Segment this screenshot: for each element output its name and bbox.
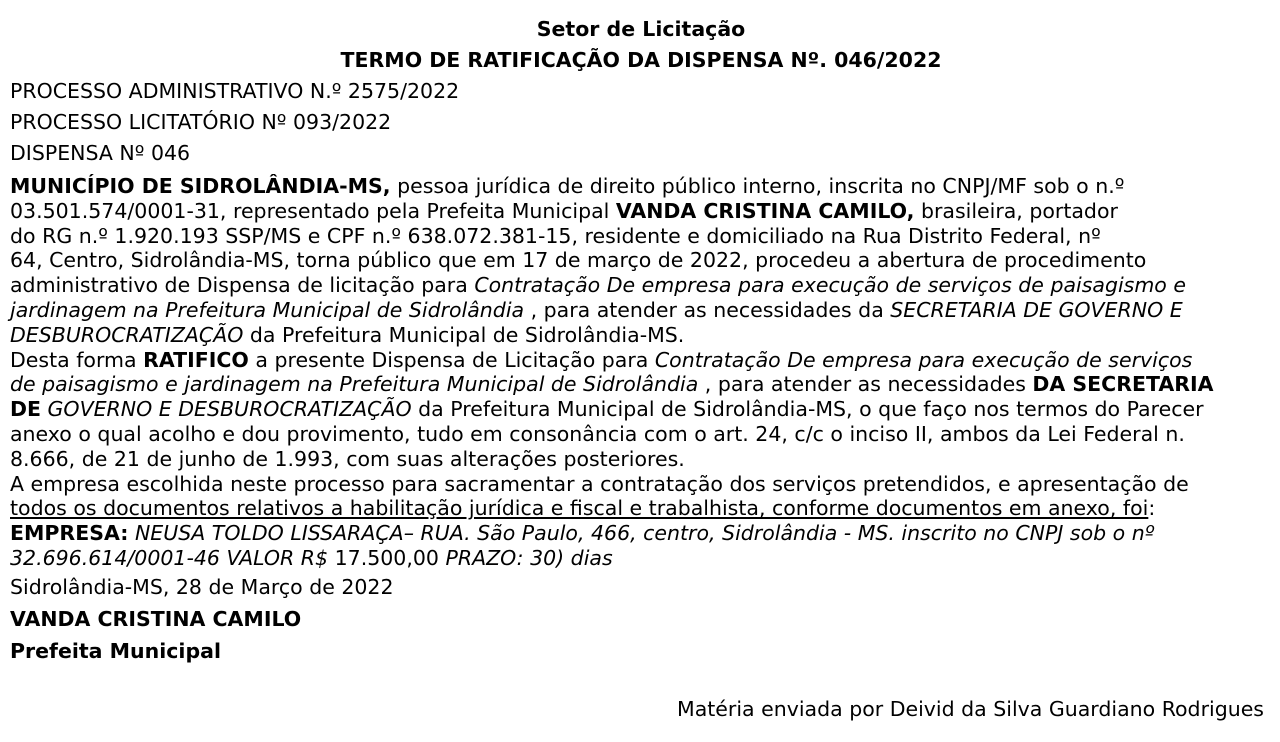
p2-l1-text: Desta forma [10,347,144,372]
company-cnpj: 32.696.614/0001-46 VALOR R$ [10,545,335,570]
process-licit-line: PROCESSO LICITATÓRIO Nº 093/2022 [10,110,392,134]
paragraph-company-intro [10,472,1272,522]
ratifico-word: RATIFICO [143,347,249,372]
p1-l5-italic: Contratação De empresa para execução de serviços de paisagismo e [474,273,1186,298]
p1-l1-text: pessoa jurídica de direito público interno, inscrita no CNPJ/MF sob o n.º [390,174,1125,198]
p1-line-7 [10,323,1272,348]
p2-l2-text: , para atender as necessidades [698,372,1033,397]
company-line-1 [10,521,1272,546]
company-block [10,521,1272,571]
signatory-role [10,635,1272,667]
p2-l2-bold: DA SECRETARIA [1032,372,1214,397]
p1-l2-text-b: brasileira, portador [914,198,1118,223]
company-line-2 [10,546,1272,571]
paragraph-municipality [10,174,1272,348]
p2-l3-bold: DE [10,397,42,422]
signatory-role-text: Prefeita Municipal [10,638,221,663]
submitted-by-footer: Matéria enviada por Deivid da Silva Guardiano Rodrigues [677,697,1264,721]
p2-line-5: 8.666, de 21 de junho de 1.993, com suas alterações posteriores. [10,446,685,471]
p1-line-4: 64, Centro, Sidrolândia-MS, torna público que em 17 de março de 2022, procedeu a abertura de procedimento [10,248,1147,273]
p2-l1-text-b: a presente Dispensa de Licitação para [248,347,655,372]
p1-line-3: do RG n.º 1.920.193 SSP/MS e CPF n.º 638.072.381-15, residente e domiciliado na Rua Distrito Federal, nº [10,223,1101,248]
municipality-name: MUNICÍPIO DE SIDROLÂNDIA-MS, [10,174,391,198]
company-details: NEUSA TOLDO LISSARAÇA– RUA. São Paulo, 466, centro, Sidrolândia - MS. inscrito no CNPJ sob o nº [128,521,1155,546]
p1-l7-text: da Prefeitura Municipal de Sidrolândia-MS. [243,322,685,347]
p2-line-3 [10,397,1272,422]
p2-line-4: anexo o qual acolho e dou provimento, tudo em consonância com o art. 24, c/c o inciso II, ambos da Lei Federal n. [10,421,1185,446]
company-value: 17.500,00 [334,545,439,570]
p1-l6-italic2: SECRETARIA DE GOVERNO E [890,297,1183,322]
p1-l6-text: , para atender as necessidades da [524,297,891,322]
p1-l6-italic: jardinagem na Prefeitura Municipal de Sidrolândia [10,297,525,322]
p1-line-2 [10,199,1272,224]
date-line: Sidrolândia-MS, 28 de Março de 2022 [10,574,394,599]
dispensa-line: DISPENSA Nº 046 [10,141,191,165]
mayor-name: VANDA CRISTINA CAMILO, [615,198,915,223]
paragraph-ratification [10,348,1272,472]
document-page [10,14,1272,667]
p2-l1-italic: Contratação De empresa para execução de serviços [654,347,1193,372]
p2-l2-italic: de paisagismo e jardinagem na Prefeitura Municipal de Sidrolândia [10,372,699,397]
sector-heading: Setor de Licitação [536,17,746,41]
p2-l3-text: da Prefeitura Municipal de Sidrolândia-MS, o que faço nos termos do Parecer [411,397,1204,422]
company-label: EMPRESA: [10,521,129,546]
p3-line-2 [10,496,1272,521]
company-deadline: PRAZO: 30) dias [438,545,613,570]
p2-line-1 [10,348,1272,373]
p1-line-5 [10,273,1272,298]
signatory-name-text: VANDA CRISTINA CAMILO [10,606,302,631]
p1-line-1 [10,174,1272,199]
p2-l3-italic: GOVERNO E DESBUROCRATIZAÇÃO [41,397,412,422]
p1-line-6 [10,298,1272,323]
document-title: TERMO DE RATIFICAÇÃO DA DISPENSA Nº. 046/2022 [340,48,942,72]
process-admin-line: PROCESSO ADMINISTRATIVO N.º 2575/2022 [10,79,460,103]
p1-l2-text: 03.501.574/0001-31, representado pela Prefeita Municipal [10,198,616,223]
p1-l5-text: administrativo de Dispensa de licitação para [10,273,475,298]
p3-line-1: A empresa escolhida neste processo para sacramentar a contratação dos serviços pretendidos, e apresentação de [10,471,1189,496]
p3-l2-colon: : [1148,496,1156,521]
signatory-name [10,603,1272,635]
p2-line-2 [10,372,1272,397]
p1-l7-italic: DESBUROCRATIZAÇÃO [10,322,244,347]
p3-l2-underlined: todos os documentos relativos a habilitação jurídica e fiscal e trabalhista, conforme documentos em anexo, foi [10,496,1149,521]
